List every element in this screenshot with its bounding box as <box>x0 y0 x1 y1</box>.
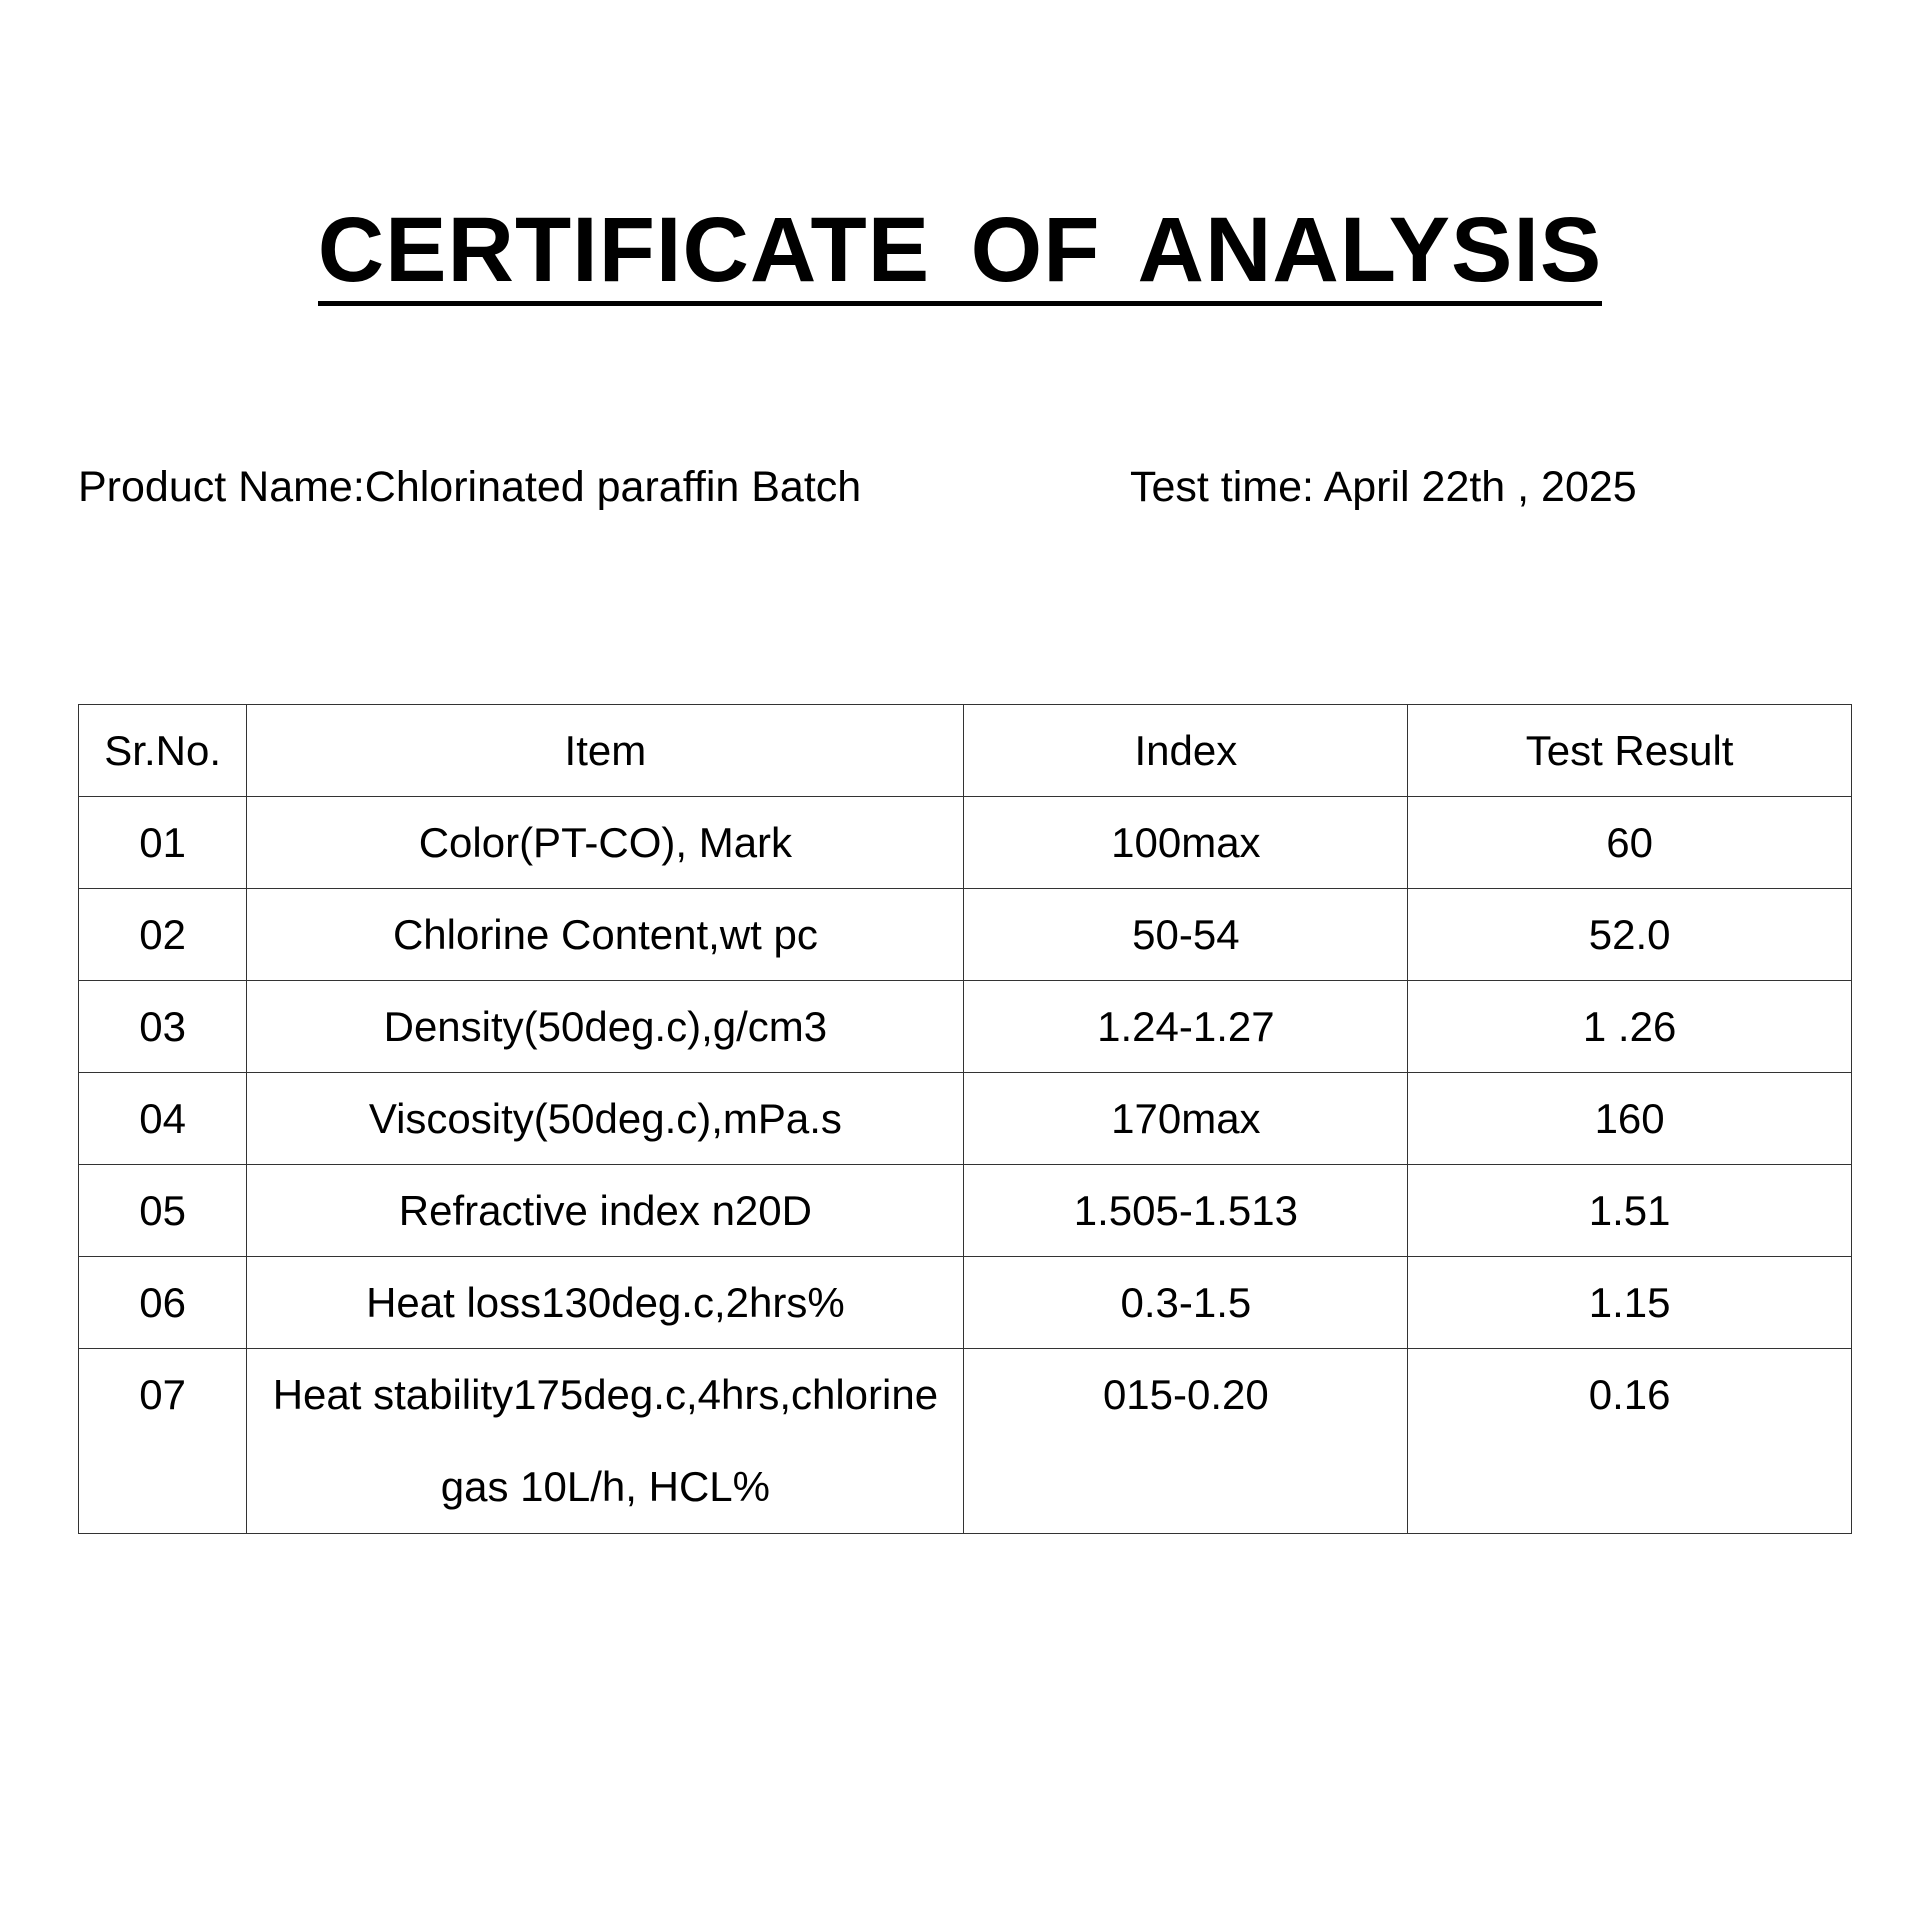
cell-index: 0.3-1.5 <box>964 1257 1408 1349</box>
cell-item: Chlorine Content,wt pc <box>247 889 964 981</box>
table-header-row <box>79 705 1852 797</box>
cell-item: Density(50deg.c),g/cm3 <box>247 981 964 1073</box>
cell-index: 1.24-1.27 <box>964 981 1408 1073</box>
cell-item-line-2: gas 10L/h, HCL% <box>440 1463 770 1510</box>
product-name: Product Name:Chlorinated paraffin Batch <box>78 463 862 511</box>
header-item: Item <box>247 705 964 797</box>
document-title <box>0 195 1920 305</box>
cell-sr-no: 04 <box>79 1073 247 1165</box>
cell-sr-no: 03 <box>79 981 247 1073</box>
cell-sr-no: 05 <box>79 1165 247 1257</box>
cell-item: Viscosity(50deg.c),mPa.s <box>247 1073 964 1165</box>
cell-item: Color(PT-CO), Mark <box>247 797 964 889</box>
table-row <box>79 1165 1852 1257</box>
analysis-table <box>78 704 1852 1534</box>
table-row <box>79 1073 1852 1165</box>
header-test-result: Test Result <box>1408 705 1852 797</box>
cell-sr-no: 02 <box>79 889 247 981</box>
cell-result: 60 <box>1408 797 1852 889</box>
cell-item: Heat loss130deg.c,2hrs% <box>247 1257 964 1349</box>
cell-item-line-1: Heat stability175deg.c,4hrs,chlorine <box>272 1371 939 1418</box>
table-row <box>79 981 1852 1073</box>
cell-result: 1.51 <box>1408 1165 1852 1257</box>
cell-result: 1.15 <box>1408 1257 1852 1349</box>
cell-index: 1.505-1.513 <box>964 1165 1408 1257</box>
table-row <box>79 797 1852 889</box>
cell-result: 160 <box>1408 1073 1852 1165</box>
header-index: Index <box>964 705 1408 797</box>
table-row <box>79 889 1852 981</box>
cell-index: 50-54 <box>964 889 1408 981</box>
cell-index: 100max <box>964 797 1408 889</box>
cell-result: 52.0 <box>1408 889 1852 981</box>
cell-sr-no: 06 <box>79 1257 247 1349</box>
cell-result: 1 .26 <box>1408 981 1852 1073</box>
cell-item <box>247 1349 964 1534</box>
document-title-text: CERTIFICATE OF ANALYSIS <box>318 199 1603 306</box>
cell-index: 170max <box>964 1073 1408 1165</box>
cell-index: 015-0.20 <box>964 1349 1408 1534</box>
header-sr-no: Sr.No. <box>79 705 247 797</box>
cell-item: Refractive index n20D <box>247 1165 964 1257</box>
test-time: Test time: April 22th , 2025 <box>1130 463 1637 511</box>
cell-sr-no: 01 <box>79 797 247 889</box>
table-row <box>79 1257 1852 1349</box>
cell-result: 0.16 <box>1408 1349 1852 1534</box>
table-row <box>79 1349 1852 1534</box>
cell-sr-no: 07 <box>79 1349 247 1534</box>
